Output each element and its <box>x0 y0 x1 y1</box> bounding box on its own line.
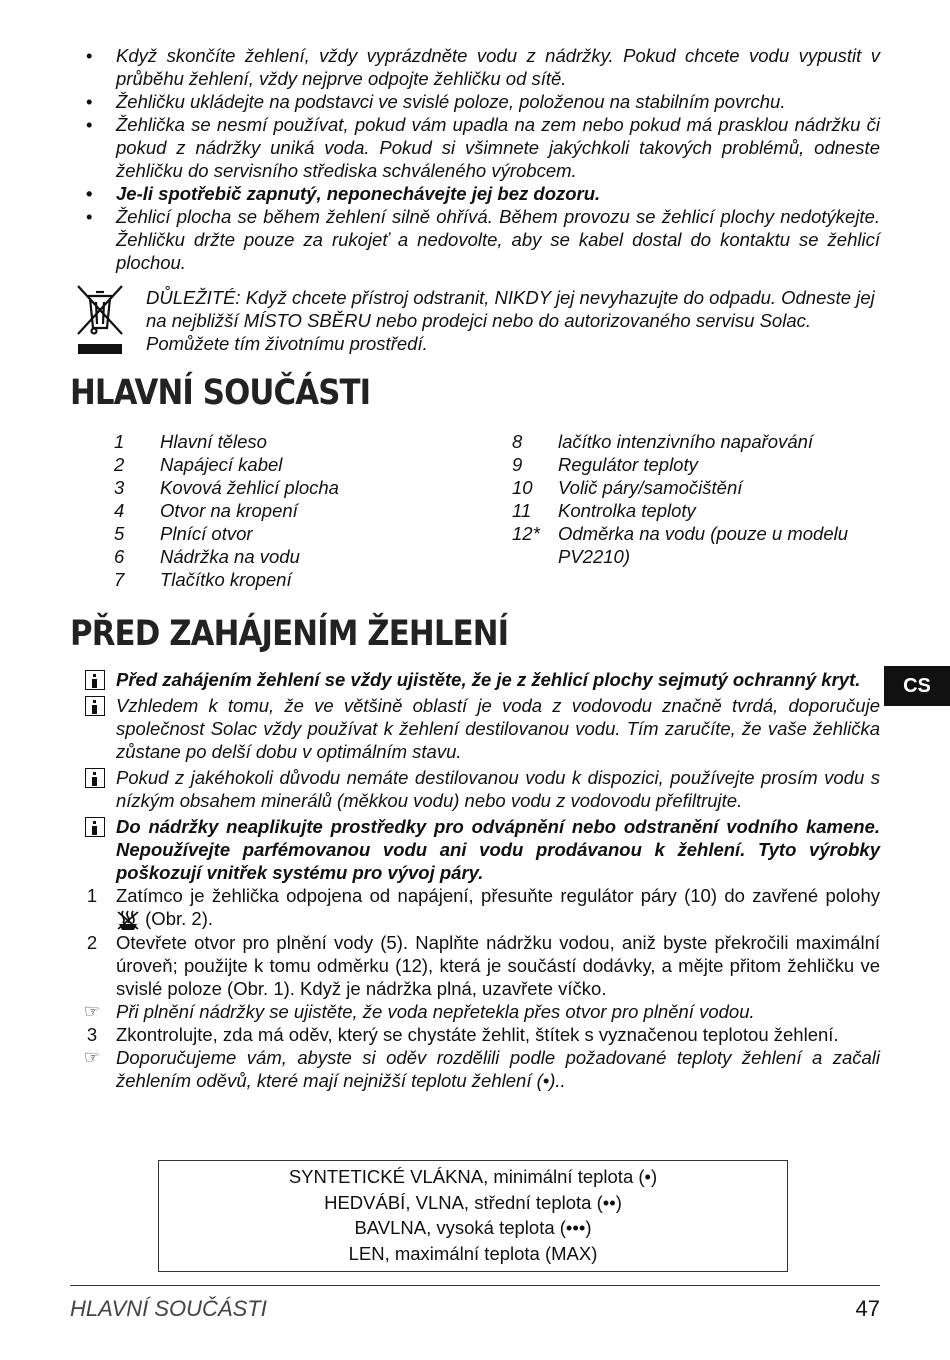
info-note-text: Do nádržky neaplikujte prostředky pro odvápnění nebo odstranění vodního kamene. Nepoužívejte parfémovanou vodu ani vodu prodávanou k žehlení. Tyto výrobky poškozují vnitřek systému pro vývoj páry. <box>116 816 880 883</box>
part-number: 5 <box>114 523 125 544</box>
part-row <box>114 522 494 545</box>
part-number: 6 <box>114 546 125 567</box>
safety-bullet: • Je-li spotřebič zapnutý, neponechávejte jej bez dozoru. <box>80 182 880 205</box>
part-row <box>512 499 882 522</box>
info-icon <box>85 670 105 690</box>
temperature-table <box>158 1160 788 1272</box>
temperature-row: HEDVÁBÍ, VLNA, střední teplota (••) <box>324 1191 622 1213</box>
step <box>74 931 880 1000</box>
step-text: Zkontrolujte, zda má oděv, který se chystáte žehlit, štítek s vyznačenou teplotou žehlení. <box>116 1024 839 1045</box>
part-label: Kovová žehlicí plocha <box>160 477 339 498</box>
part-number: 7 <box>114 569 125 590</box>
step <box>74 884 880 931</box>
part-label: Hlavní těleso <box>160 431 267 452</box>
hint <box>74 1000 880 1023</box>
step-number: 2 <box>86 932 98 953</box>
part-label: Regulátor teploty <box>558 454 698 475</box>
step-text: Otevřete otvor pro plnění vody (5). Naplňte nádržku vodou, aniž byste překročili maximální úroveň; použijte k tomu odměrku (12), která je součástí dodávky, a mějte přitom žehličku ve svislé poloze (Obr. 1). Když je nádržka plná, uzavřete víčko. <box>116 932 880 999</box>
part-row <box>114 476 494 499</box>
part-number: 8 <box>512 431 523 452</box>
part-label: Tlačítko kropení <box>160 569 292 590</box>
hint-text: Při plnění nádržky se ujistěte, že voda nepřetekla přes otvor pro plnění vodou. <box>116 1001 755 1022</box>
part-number: 11 <box>512 500 532 521</box>
step-number: 3 <box>86 1024 98 1045</box>
weee-notice-text: DŮLEŽITÉ: Když chcete přístroj odstranit, NIKDY jej nevyhazujte do odpadu. Odneste jej na nejbližší MÍSTO SBĚRU nebo prodejci nebo do autorizovaného servisu Solac. Pomůžete tím životnímu prostředí. <box>146 287 875 354</box>
parts-column-left <box>114 430 494 591</box>
part-number: 2 <box>114 454 125 475</box>
crossed-bin-icon <box>74 284 126 358</box>
parts-column-right <box>512 430 882 568</box>
info-icon <box>85 696 105 716</box>
part-row <box>512 453 882 476</box>
part-number: 10 <box>512 477 533 498</box>
safety-bullet: • Žehlicí plocha se během žehlení silně ohřívá. Během provozu se žehlicí plochy nedotýkejte. Žehličku držte pouze za rukojeť a nedovolte, aby se kabel dostal do kontaktu se žehlicí plochou. <box>80 205 880 274</box>
pointing-hand-icon: ☞ <box>83 1001 101 1022</box>
part-label: Odměrka na vodu (pouze u modelu PV2210) <box>558 523 849 567</box>
part-number: 1 <box>114 431 125 452</box>
part-label: Kontrolka teploty <box>558 500 696 521</box>
info-note-text: Pokud z jakéhokoli důvodu nemáte destilovanou vodu k dispozici, používejte prosím vodu s nízkým obsahem minerálů (měkkou vodu) nebo vodu z vodovodu přefiltrujte. <box>116 767 880 811</box>
section-title-main-parts: HLAVNÍ SOUČÁSTI <box>70 373 371 413</box>
info-icon <box>85 768 105 788</box>
part-row <box>114 430 494 453</box>
part-row <box>512 476 882 499</box>
info-note <box>74 766 880 812</box>
hint-text: Doporučujeme vám, abyste si oděv rozdělili podle požadované teploty žehlení a začali žehlením oděvů, které mají nejnižší teplotu žehlení (•).. <box>116 1047 880 1091</box>
footer-divider <box>70 1285 880 1286</box>
temperature-row: LEN, maximální teplota (MAX) <box>348 1242 598 1264</box>
hint <box>74 1046 880 1092</box>
part-row <box>114 499 494 522</box>
info-note <box>74 815 880 884</box>
part-row <box>512 430 882 453</box>
part-number: 9 <box>512 454 523 475</box>
instructions <box>74 668 880 1092</box>
page-number: 47 <box>855 1296 880 1321</box>
part-label: Volič páry/samočištění <box>558 477 743 498</box>
steam-off-icon <box>116 909 140 931</box>
pointing-hand-icon: ☞ <box>83 1047 101 1068</box>
safety-bullet-list <box>80 44 880 274</box>
part-label: Plnící otvor <box>160 523 253 544</box>
part-row <box>114 545 494 568</box>
info-note <box>74 668 880 691</box>
footer-section-title: HLAVNÍ SOUČÁSTI <box>70 1296 267 1321</box>
part-number: 4 <box>114 500 125 521</box>
part-label: Nádržka na vodu <box>160 546 300 567</box>
language-tab: CS <box>884 666 950 706</box>
part-row <box>114 453 494 476</box>
part-number: 12* <box>512 523 540 544</box>
step-number: 1 <box>86 885 98 906</box>
part-row <box>512 522 882 568</box>
part-label: lačítko intenzivního napařování <box>558 431 814 452</box>
part-number: 3 <box>114 477 125 498</box>
temperature-row: SYNTETICKÉ VLÁKNA, minimální teplota (•) <box>288 1166 658 1187</box>
step <box>74 1023 880 1046</box>
part-label: Napájecí kabel <box>160 454 283 475</box>
part-row <box>114 568 494 591</box>
step-text-end: (Obr. 2). <box>145 908 213 929</box>
safety-bullet: • Žehlička se nesmí používat, pokud vám upadla na zem nebo pokud má prasklou nádržku či pokud z nádržky uniká voda. Pokud si všimnete jakýchkoli takových problémů, odneste žehličku do servisního střediska schváleného výrobcem. <box>80 113 880 182</box>
safety-bullet: • Když skončíte žehlení, vždy vyprázdněte vodu z nádržky. Pokud chcete vodu vypustit v průběhu žehlení, vždy nejprve odpojte žehličku od sítě. <box>80 44 880 90</box>
info-note-text: Před zahájením žehlení se vždy ujistěte, že je z žehlicí plochy sejmutý ochranný kryt. <box>116 669 861 690</box>
info-icon <box>85 817 105 837</box>
safety-bullet: • Žehličku ukládejte na podstavci ve svislé poloze, položenou na stabilním povrchu. <box>80 90 880 113</box>
section-title-before-ironing: PŘED ZAHÁJENÍM ŽEHLENÍ <box>70 614 509 654</box>
info-note-text: Vzhledem k tomu, že ve většině oblastí je voda z vodovodu značně tvrdá, doporučuje společnost Solac vždy používat k žehlení destilovanou vodu. Tím zaručíte, že vaše žehlička zůstane po delší dobu v optimálním stavu. <box>116 695 880 762</box>
step-text: Zatímco je žehlička odpojena od napájení, přesuňte regulátor páry (10) do zavřené polohy <box>116 885 880 906</box>
part-label: Otvor na kropení <box>160 500 298 521</box>
temperature-row: BAVLNA, vysoká teplota (•••) <box>354 1217 592 1238</box>
weee-notice <box>74 284 880 364</box>
info-note <box>74 694 880 763</box>
